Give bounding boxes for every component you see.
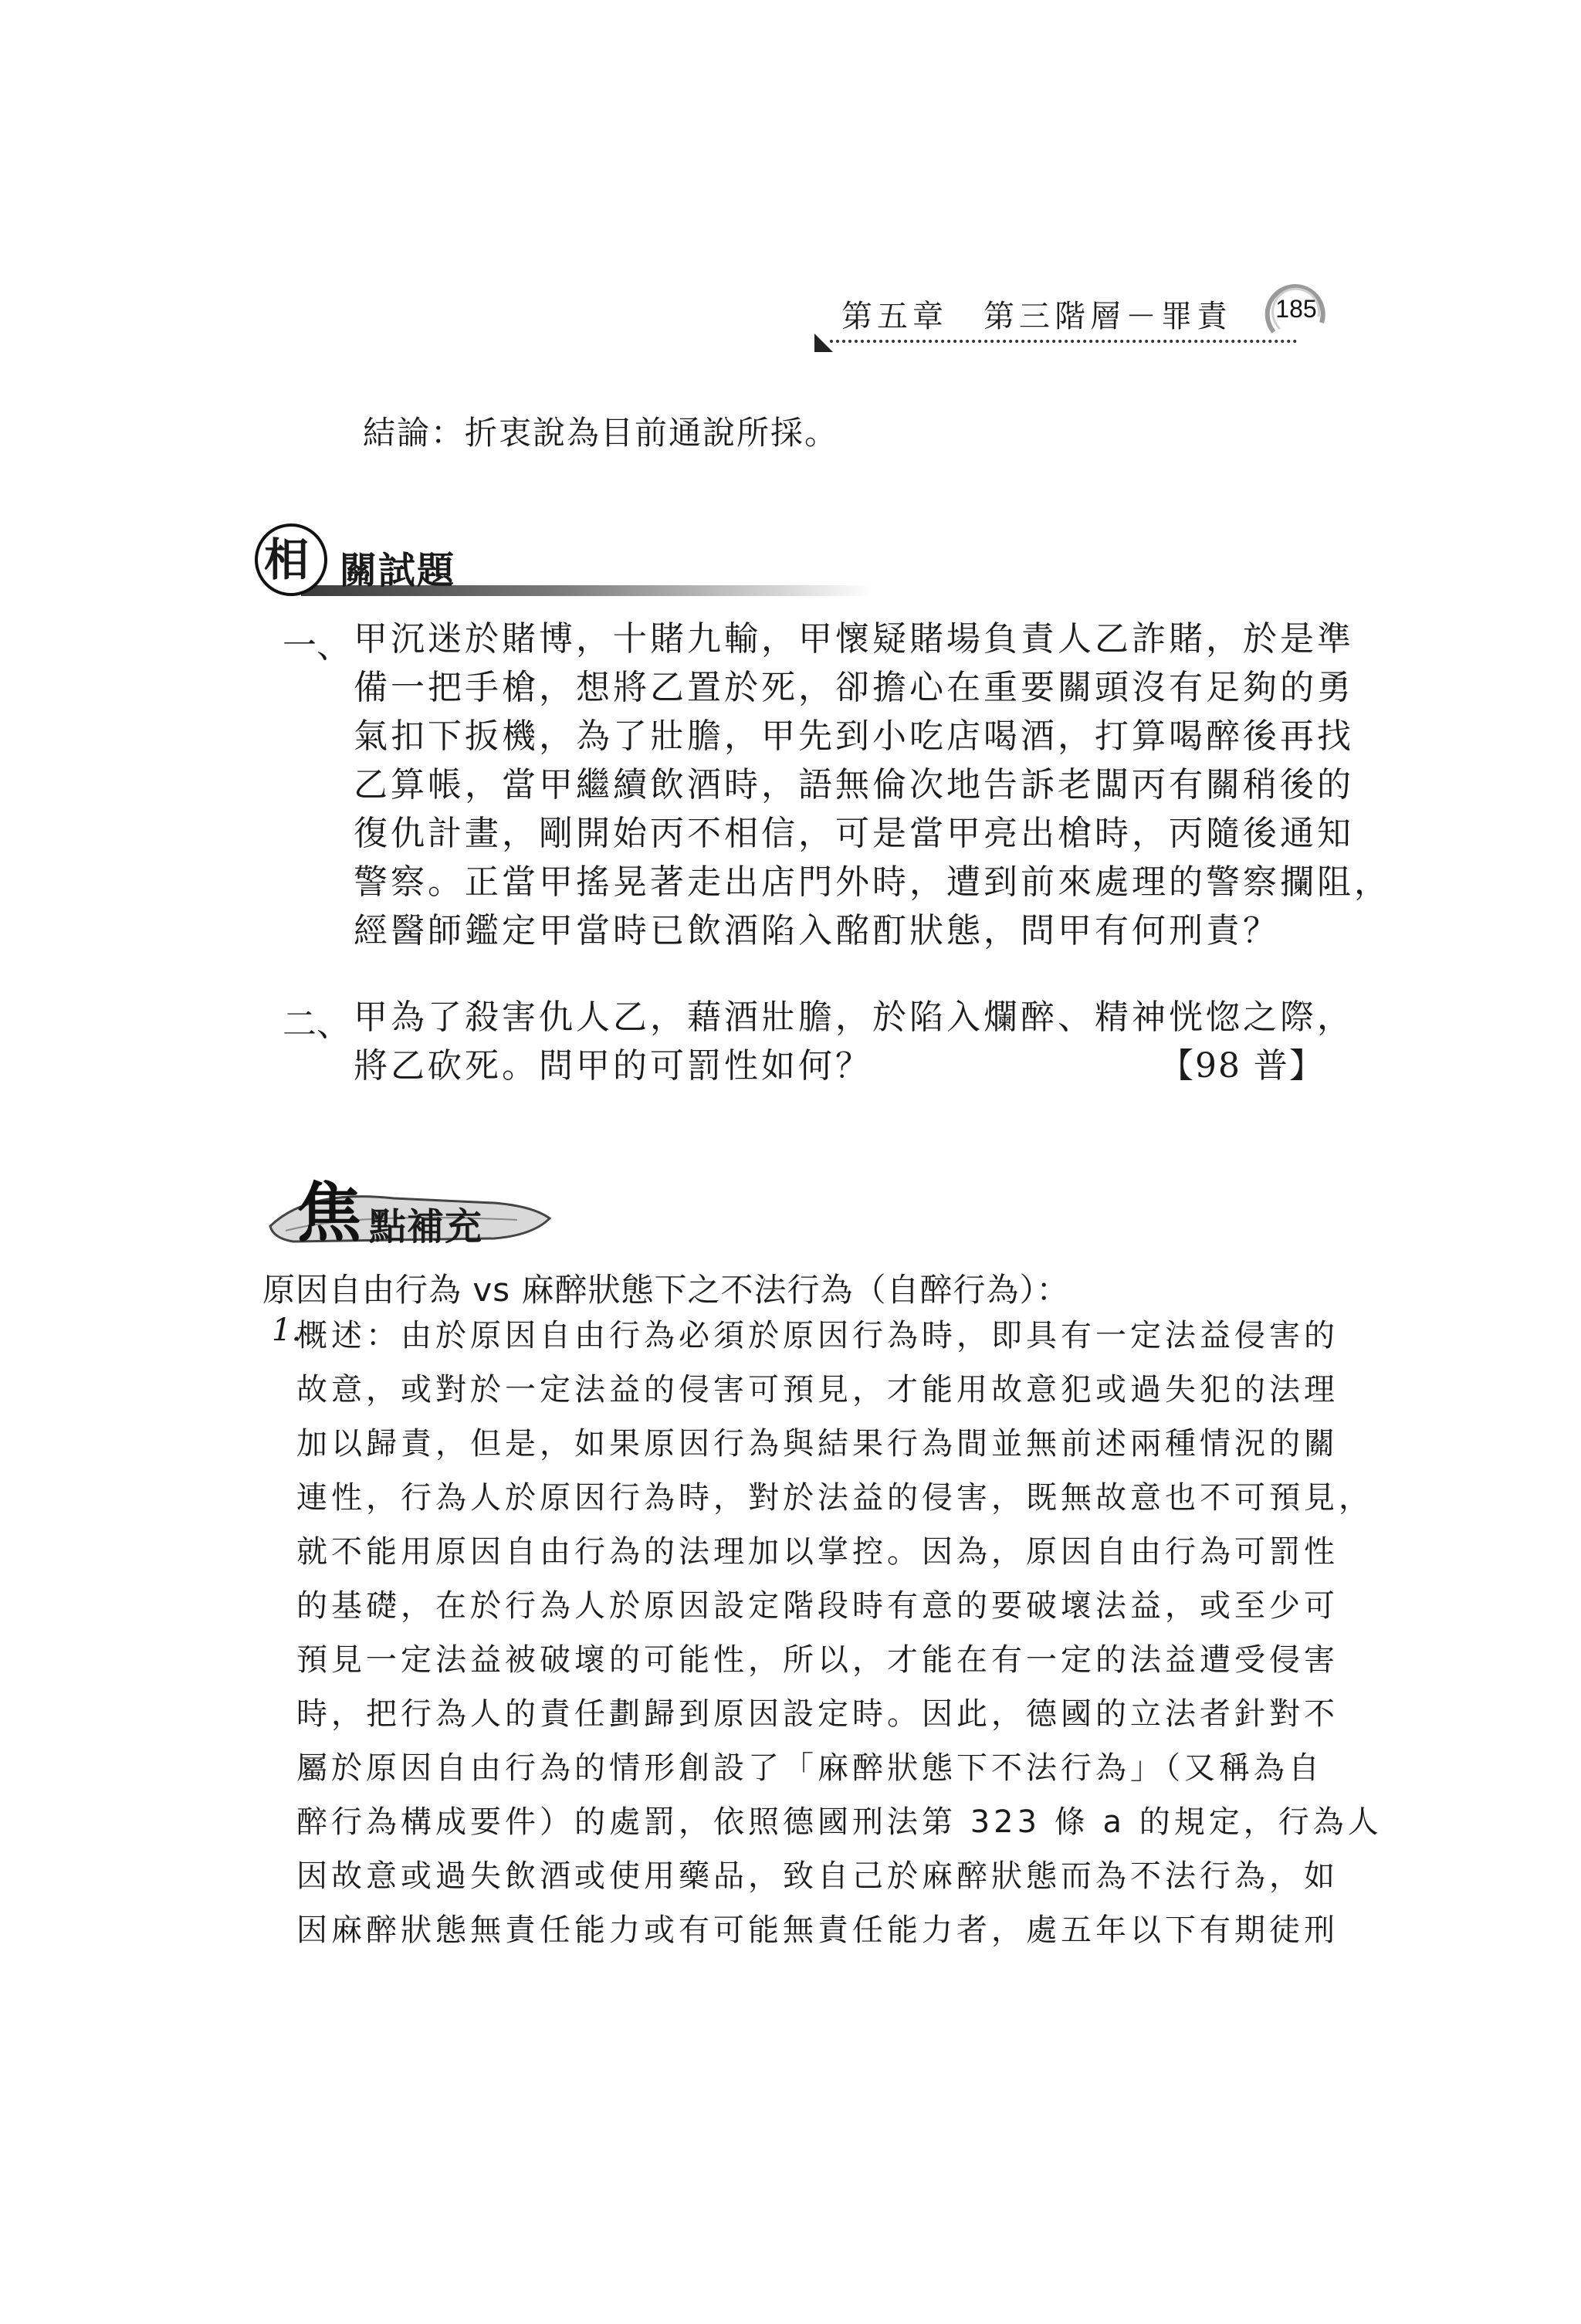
conclusion-text: 結論：折衷說為目前通說所採。 — [363, 414, 839, 452]
question-line: 甲為了殺害仇人乙，藉酒壯膽，於陷入爛醉、精神恍惚之際， — [354, 998, 1354, 1037]
heading-circle-badge — [255, 523, 327, 596]
header-dotted-rule — [830, 340, 1297, 343]
question-marker: 二、 — [283, 1004, 350, 1044]
body-line: 屬於原因自由行為的情形創設了「麻醉狀態下不法行為」（又稱為自 — [296, 1750, 1323, 1786]
heading-circle-char: 相 — [264, 534, 310, 586]
body-line: 因故意或過失飲酒或使用藥品，致自己於麻醉狀態而為不法行為，如 — [296, 1858, 1339, 1894]
body-line: 預見一定法益被破壞的可能性，所以，才能在有一定的法益遭受侵害 — [296, 1642, 1339, 1678]
body-line: 連性，行為人於原因行為時，對於法益的侵害，既無故意也不可預見， — [296, 1480, 1373, 1516]
body-line: 加以歸責，但是，如果原因行為與結果行為間並無前述兩種情況的關 — [296, 1426, 1339, 1462]
focus-supplement-heading — [262, 1158, 571, 1259]
heading-big-char: 焦 — [296, 1174, 362, 1251]
exam-citation: 【98 普】 — [1160, 1046, 1325, 1086]
question-marker: 一、 — [283, 626, 350, 666]
topic-subheading: 原因自由行為 vs 麻醉狀態下之不法行為（自醉行為）： — [262, 1271, 1070, 1309]
page-number-badge — [1264, 278, 1328, 341]
header-corner-mark — [814, 334, 833, 352]
question-line: 將乙砍死。問甲的可罰性如何？ — [354, 1046, 872, 1086]
body-line: 的基礎，在於行為人於原因設定階段時有意的要破壞法益，或至少可 — [296, 1588, 1339, 1624]
body-line: 因麻醉狀態無責任能力或有可能無責任能力者，處五年以下有期徒刑 — [296, 1912, 1339, 1948]
body-line: 就不能用原因自由行為的法理加以掌控。因為，原因自由行為可罰性 — [296, 1534, 1339, 1570]
heading-title: 點補充 — [369, 1205, 483, 1248]
heading-title: 關試題 — [340, 549, 456, 592]
related-questions-heading — [255, 523, 872, 608]
question-item — [283, 996, 1354, 1096]
question-line: 乙算帳，當甲繼續飲酒時，語無倫次地告訴老闆丙有關稍後的 — [354, 765, 1354, 805]
question-line: 復仇計畫，剛開始丙不相信，可是當甲亮出槍時，丙隨後通知 — [354, 814, 1354, 853]
question-item — [283, 618, 1391, 950]
body-line: 概述：由於原因自由行為必須於原因行為時，即具有一定法益侵害的 — [296, 1318, 1339, 1353]
page-number: 185 — [1275, 295, 1317, 323]
body-line: 醉行為構成要件）的處罰，依照德國刑法第 323 條 a 的規定，行為人 — [296, 1804, 1383, 1840]
question-line: 備一把手槍，想將乙置於死，卻擔心在重要關頭沒有足夠的勇 — [354, 668, 1354, 707]
running-header-title: 第五章 第三階層－罪責 — [841, 299, 1232, 334]
question-line: 氣扣下扳機，為了壯膽，甲先到小吃店喝酒，打算喝醉後再找 — [354, 717, 1354, 756]
body-line: 時，把行為人的責任劃歸到原因設定時。因此，德國的立法者針對不 — [296, 1696, 1339, 1732]
question-line: 警察。正當甲搖晃著走出店門外時，遭到前來處理的警察攔阻， — [354, 862, 1391, 902]
question-line: 甲沉迷於賭博，十賭九輸，甲懷疑賭場負責人乙詐賭，於是準 — [354, 619, 1354, 659]
item-number: 1. — [272, 1313, 302, 1348]
question-line: 經醫師鑑定甲當時已飲酒陷入酩酊狀態，問甲有何刑責？ — [354, 911, 1280, 950]
body-line: 故意，或對於一定法益的侵害可預見，才能用故意犯或過失犯的法理 — [296, 1372, 1339, 1408]
